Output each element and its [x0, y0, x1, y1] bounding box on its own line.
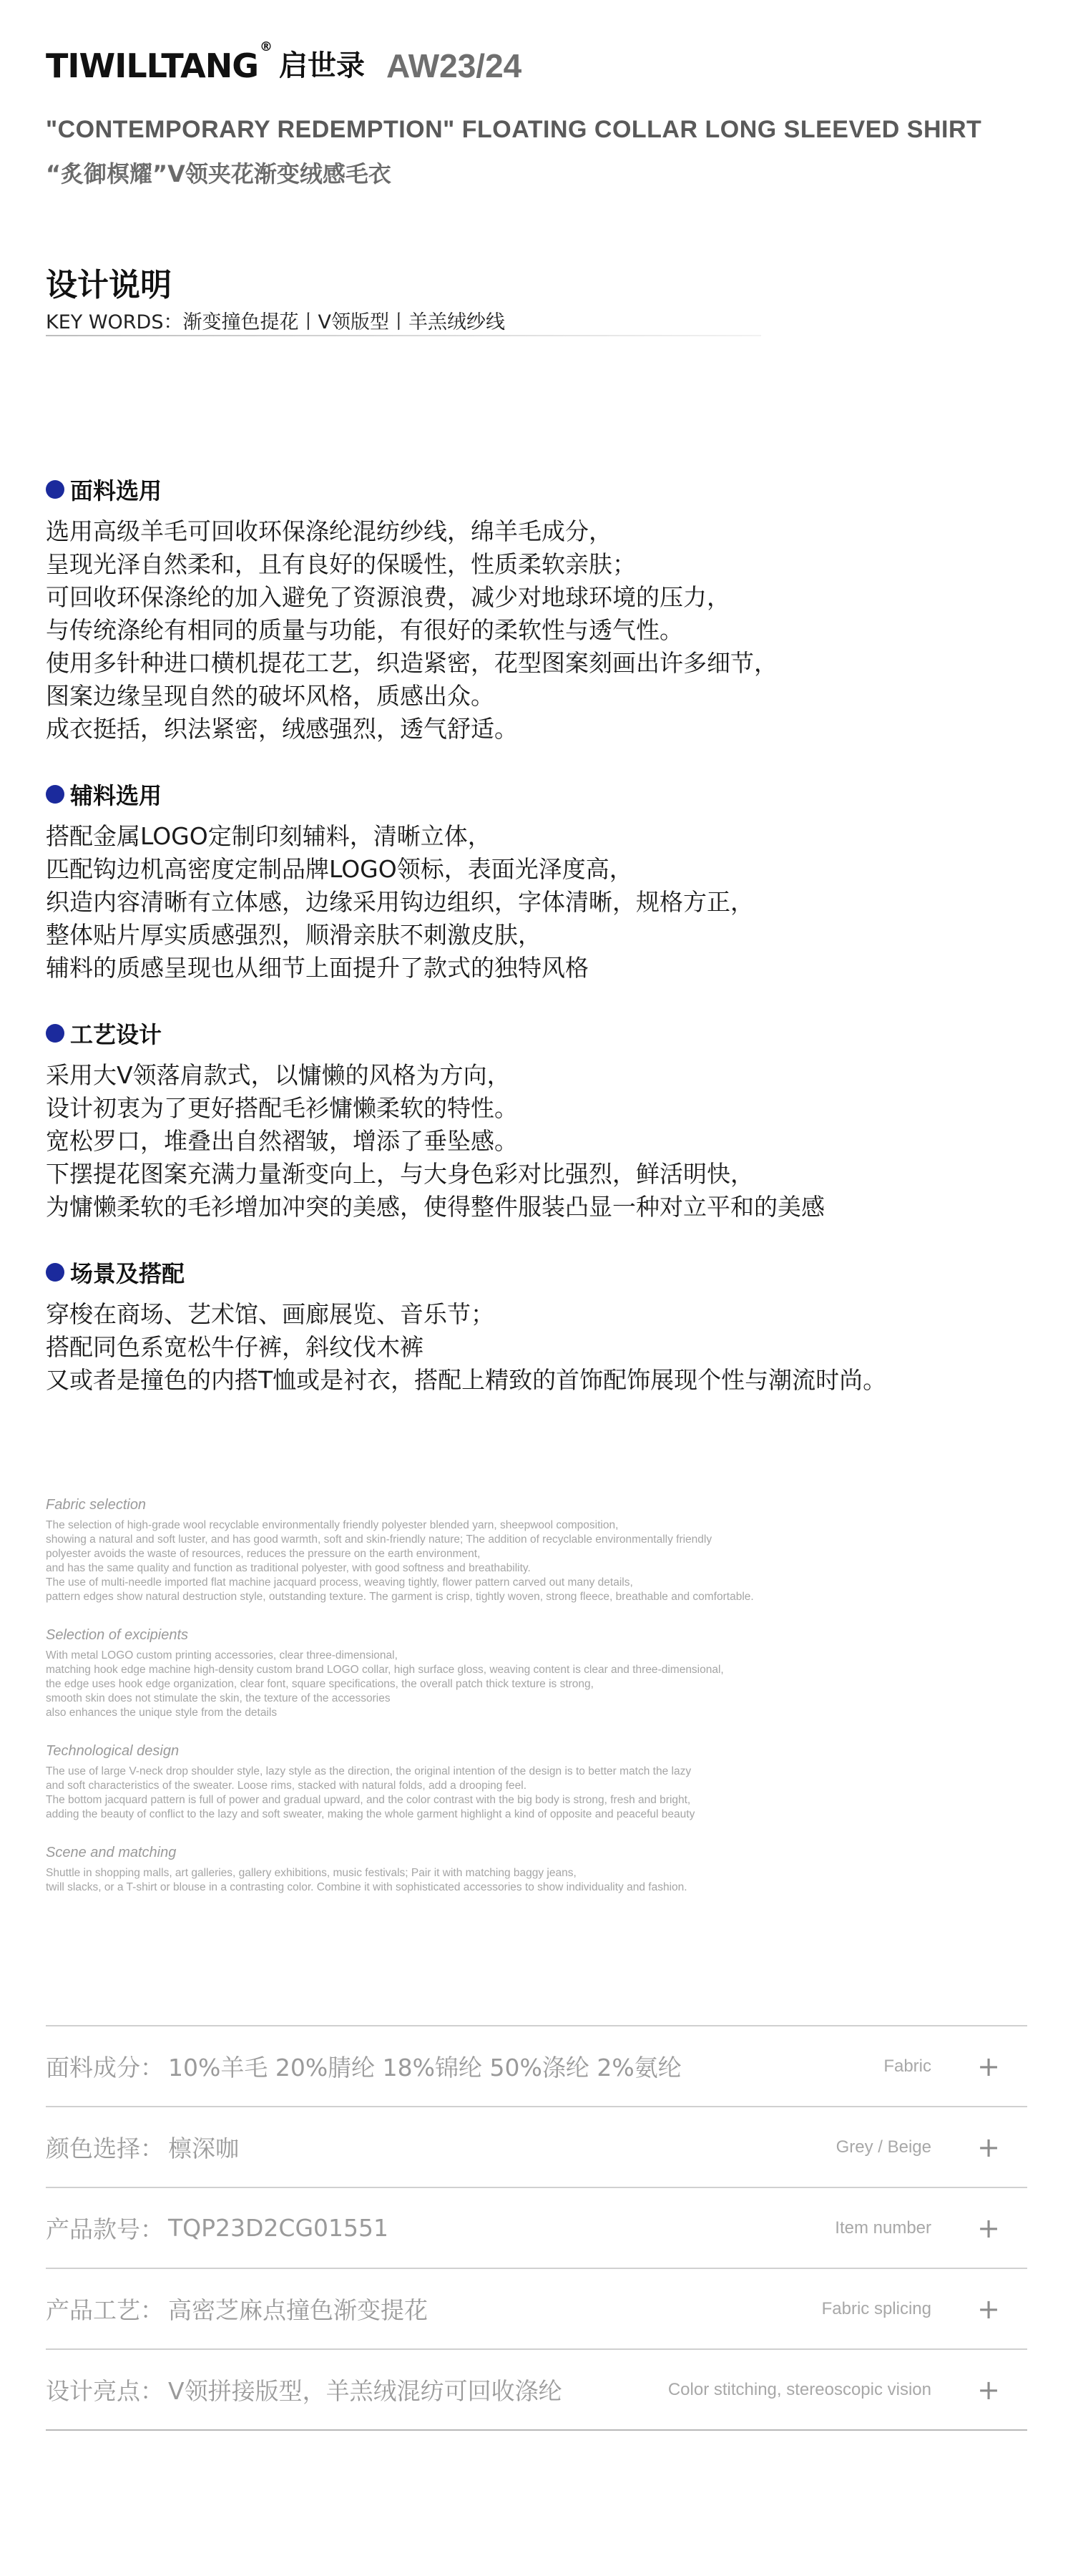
section-line: 设计初衷为了更好搭配毛衫慵懒柔软的特性。: [46, 1094, 518, 1122]
en-line: also enhances the unique style from the details: [46, 1707, 278, 1719]
section-line: 成衣挺括，织法紧密，绒感强烈，透气舒适。: [46, 715, 518, 743]
en-line: The use of large V-neck drop shoulder style, lazy style as the direction, the original intention of the design is to better match the lazy: [46, 1765, 692, 1777]
en-section-title: Scene and matching: [46, 1845, 177, 1860]
spec-row-item-number[interactable]: [46, 2188, 1027, 2269]
keywords-divider: [46, 335, 761, 336]
design-heading: 设计说明: [46, 267, 172, 303]
spec-row-highlight[interactable]: [46, 2350, 1027, 2431]
section-line: 又或者是撞色的内搭T恤或是衬衣，搭配上精致的首饰配饰展现个性与潮流时尚。: [46, 1366, 887, 1394]
section-line: 与传统涤纶有相同的质量与功能，有很好的柔软性与透气性。: [46, 616, 683, 644]
spec-en-label: Color stitching, stereoscopic vision: [667, 2379, 931, 2399]
section-line: 宽松罗口，堆叠出自然褶皱，增添了垂坠感。: [46, 1127, 518, 1155]
expand-plus-icon[interactable]: +: [977, 2293, 1000, 2325]
en-line: The bottom jacquard pattern is full of power and gradual upward, and the color contrast with the big body is strong, fresh and bright,: [46, 1794, 691, 1806]
en-line: and soft characteristics of the sweater. Loose rims, stacked with natural folds, add a drooping feel.: [46, 1780, 527, 1792]
spec-value: 檩深咖: [168, 2135, 239, 2162]
en-line: pattern edges show natural destruction style, outstanding texture. The garment is crisp, tightly woven, strong fleece, breathable and comfortable.: [46, 1591, 754, 1603]
section-line: 搭配同色系宽松牛仔裤，斜纹伐木裤: [46, 1333, 423, 1361]
en-line: The selection of high-grade wool recyclable environmentally friendly polyester blended yarn, sheepwool composition,: [46, 1519, 619, 1531]
product-title-en: "CONTEMPORARY REDEMPTION" FLOATING COLLAR LONG SLEEVED SHIRT: [46, 116, 982, 143]
spec-en-label: Fabric splicing: [821, 2298, 931, 2318]
spec-label: 颜色选择: [46, 2135, 140, 2162]
expand-plus-icon[interactable]: +: [977, 2373, 1000, 2406]
spec-en-label: Fabric: [883, 2056, 931, 2076]
en-section-title: Fabric selection: [46, 1497, 147, 1513]
section-header: [46, 474, 1033, 505]
season-label: AW23/24: [386, 47, 522, 84]
en-section-fabric: [46, 1496, 1004, 1604]
bullet-dot-icon: [46, 1024, 64, 1043]
expand-plus-icon[interactable]: +: [977, 2212, 1000, 2244]
bullet-dot-icon: [46, 1263, 64, 1282]
en-line: twill slacks, or a T-shirt or blouse in a contrasting color. Combine it with sophisticated accessories to show individuality and fashion.: [46, 1881, 687, 1893]
en-line: showing a natural and soft luster, and has good warmth, soft and skin-friendly nature; The addition of recyclable environmentally friendly: [46, 1533, 712, 1546]
section-header: [46, 1257, 1033, 1288]
section-line: 匹配钩边机高密度定制品牌LOGO领标，表面光泽度高，: [46, 855, 633, 883]
section-header: [46, 779, 1033, 810]
en-line: the edge uses hook edge organization, clear font, square specifications, the overall patch thick texture is strong,: [46, 1678, 594, 1690]
section-line: 整体贴片厚实质感强烈，顺滑亲肤不刺激皮肤，: [46, 921, 542, 949]
spec-list: [46, 2025, 1027, 2431]
section-line: 为慵懒柔软的毛衫增加冲突的美感，使得整件服装凸显一种对立平和的美感: [46, 1193, 825, 1221]
spec-separator: ：: [140, 2296, 164, 2324]
en-line: adding the beauty of conflict to the lazy and soft sweater, making the whole garment highlight a kind of opposite and peaceful beauty: [46, 1808, 695, 1820]
english-translation: [46, 1496, 1004, 1916]
expand-plus-icon[interactable]: +: [977, 2050, 1000, 2082]
spec-label: 产品工艺: [46, 2296, 140, 2324]
section-line: 选用高级羊毛可回收环保涤纶混纺纱线，绵羊毛成分，: [46, 517, 612, 545]
spec-label: 面料成分: [46, 2054, 140, 2082]
keywords-line: KEY WORDS：渐变撞色提花丨V领版型丨羊羔绒纱线: [46, 311, 505, 333]
spec-value: 10%羊毛 20%腈纶 18%锦纶 50%涤纶 2%氨纶: [168, 2054, 682, 2082]
bullet-dot-icon: [46, 480, 64, 499]
en-line: matching hook edge machine high-density custom brand LOGO collar, high surface gloss, weaving content is clear and three-dimensional,: [46, 1664, 724, 1676]
brand-logo-cn: 启世录: [279, 49, 366, 82]
en-section-technology: [46, 1742, 1004, 1822]
section-craft: [46, 1018, 1033, 1224]
en-line: smooth skin does not stimulate the skin, the texture of the accessories: [46, 1692, 391, 1704]
design-sections: [46, 474, 1033, 1430]
section-line: 呈现光泽自然柔和，且有良好的保暖性，性质柔软亲肤；: [46, 550, 636, 578]
en-section-title: Selection of excipients: [46, 1627, 189, 1643]
en-section-excipients: [46, 1626, 1004, 1720]
section-title: 场景及搭配: [70, 1260, 185, 1287]
section-title: 工艺设计: [70, 1021, 162, 1048]
en-line: Shuttle in shopping malls, art galleries, gallery exhibitions, music festivals; Pair it with matching baggy jeans,: [46, 1867, 577, 1879]
section-header: [46, 1018, 1033, 1049]
en-section-title: Technological design: [46, 1743, 180, 1759]
section-line: 穿梭在商场、艺术馆、画廊展览、音乐节；: [46, 1300, 494, 1328]
expand-plus-icon[interactable]: +: [977, 2131, 1000, 2163]
spec-value: TQP23D2CG01551: [168, 2214, 389, 2242]
section-line: 下摆提花图案充满力量渐变向上，与大身色彩对比强烈，鲜活明快，: [46, 1160, 754, 1188]
en-line: polyester avoids the waste of resources, reduces the pressure on the earth environment,: [46, 1548, 481, 1560]
section-line: 搭配金属LOGO定制印刻辅料，清晰立体，: [46, 822, 491, 850]
brand-header: [46, 39, 522, 89]
spec-label: 设计亮点: [46, 2377, 140, 2405]
section-line: 使用多针种进口横机提花工艺，织造紧密，花型图案刻画出许多细节，: [46, 649, 778, 677]
spec-separator: ：: [140, 2377, 164, 2405]
registered-mark: ®: [260, 39, 273, 54]
section-title: 辅料选用: [70, 782, 162, 809]
en-section-scene: [46, 1843, 1004, 1895]
section-line: 采用大V领落肩款式，以慵懒的风格为方向，: [46, 1061, 511, 1089]
spec-separator: ：: [140, 2215, 164, 2243]
section-title: 面料选用: [70, 477, 162, 504]
section-accessories: [46, 779, 1033, 985]
section-scene: [46, 1257, 1033, 1397]
spec-row-craft[interactable]: [46, 2269, 1027, 2350]
spec-label: 产品款号: [46, 2215, 140, 2243]
spec-separator: ：: [140, 2054, 164, 2082]
spec-separator: ：: [140, 2135, 164, 2162]
spec-row-fabric[interactable]: [46, 2026, 1027, 2107]
section-fabric: [46, 474, 1033, 746]
spec-value: 高密芝麻点撞色渐变提花: [168, 2296, 428, 2324]
product-title-cn: “炙御榠耀”V领夹花渐变绒感毛衣: [46, 160, 391, 187]
en-line: The use of multi-needle imported flat machine jacquard process, weaving tightly, flower pattern carved out many details,: [46, 1576, 633, 1589]
brand-logo-text: TIWILLTANG: [46, 47, 259, 85]
section-line: 辅料的质感呈现也从细节上面提升了款式的独特风格: [46, 954, 589, 982]
section-line: 可回收环保涤纶的加入避免了资源浪费，减少对地球环境的压力，: [46, 583, 730, 611]
spec-row-color[interactable]: [46, 2107, 1027, 2188]
brand-logo: [46, 39, 273, 85]
section-line: 织造内容清晰有立体感，边缘采用钩边组织，字体清晰，规格方正，: [46, 888, 754, 916]
section-line: 图案边缘呈现自然的破坏风格，质感出众。: [46, 682, 494, 710]
en-line: and has the same quality and function as traditional polyester, with good softness and breathability.: [46, 1562, 531, 1574]
bullet-dot-icon: [46, 785, 64, 804]
spec-en-label: Item number: [835, 2218, 931, 2238]
spec-value: V领拼接版型，羊羔绒混纺可回收涤纶: [168, 2377, 562, 2405]
spec-en-label: Grey / Beige: [836, 2137, 931, 2157]
en-line: With metal LOGO custom printing accessories, clear three-dimensional,: [46, 1649, 398, 1662]
